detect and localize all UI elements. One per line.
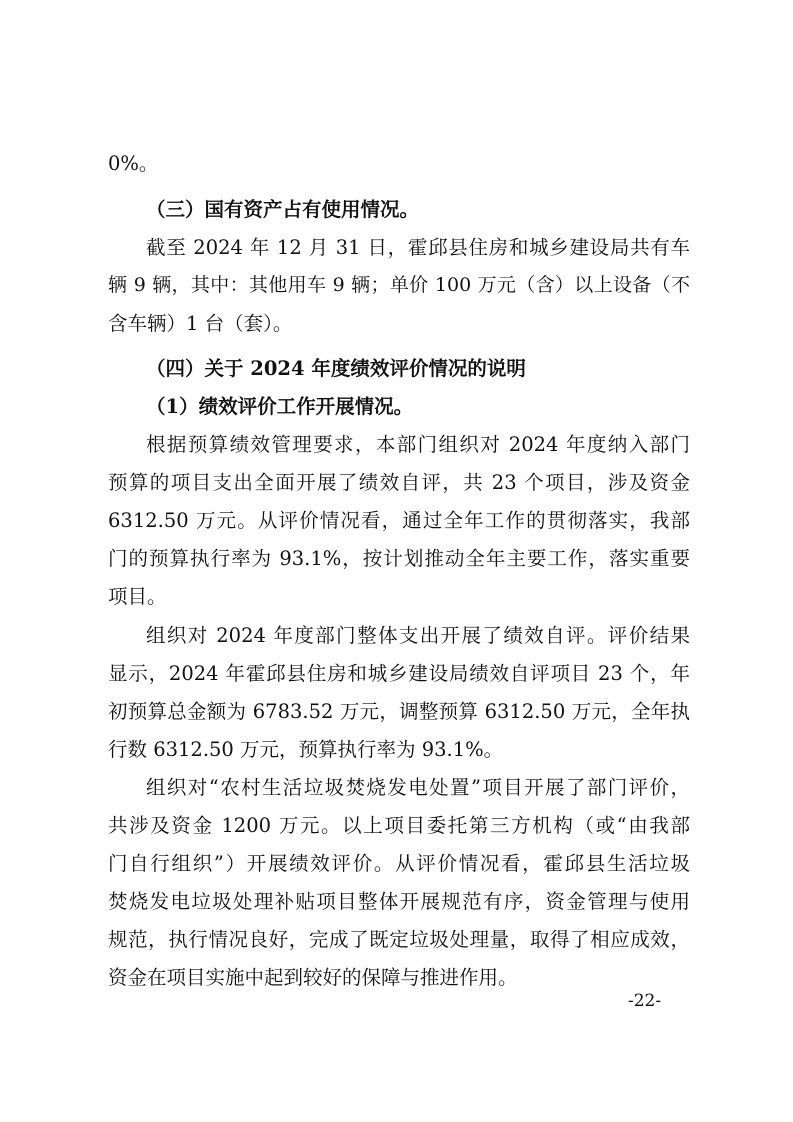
- para1-line: 6312.50 万元。从评价情况看，通过全年工作的贯彻落实，我部: [108, 509, 690, 532]
- continuation-text: 0%。: [108, 152, 159, 175]
- para3-line: 共涉及资金 1200 万元。以上项目委托第三方机构（或“由我部: [108, 814, 690, 837]
- para1-line: 预算的项目支出全面开展了绩效自评，共 23 个项目，涉及资金: [108, 471, 690, 494]
- para3-line: 规范，执行情况良好，完成了既定垃圾处理量，取得了相应成效，: [108, 928, 690, 951]
- para2-line: 显示，2024 年霍邱县住房和城乡建设局绩效自评项目 23 个，年: [108, 662, 690, 685]
- para1-line: 项目。: [108, 585, 167, 608]
- para2-line: 初预算总金额为 6783.52 万元，调整预算 6312.50 万元，全年执: [108, 700, 690, 723]
- para3-line: 组织对“农村生活垃圾焚烧发电处置”项目开展了部门评价，: [146, 776, 690, 799]
- section3-heading: （三）国有资产占有使用情况。: [146, 198, 420, 221]
- page-number: -22-: [628, 991, 662, 1011]
- para1-line: 门的预算执行率为 93.1%，按计划推动全年主要工作，落实重要: [108, 547, 690, 570]
- section3-line: 截至 2024 年 12 月 31 日，霍邱县住房和城乡建设局共有车: [146, 236, 690, 259]
- para2-line: 行数 6312.50 万元，预算执行率为 93.1%。: [108, 738, 504, 761]
- para3-line: 焚烧发电垃圾处理补贴项目整体开展规范有序，资金管理与使用: [108, 890, 690, 913]
- section4-subheading: （1）绩效评价工作开展情况。: [146, 395, 414, 418]
- para2-line: 组织对 2024 年度部门整体支出开展了绩效自评。评价结果: [146, 624, 690, 647]
- section4-heading: （四）关于 2024 年度绩效评价情况的说明: [146, 357, 526, 380]
- section3-line: 辆 9 辆，其中：其他用车 9 辆；单价 100 万元（含）以上设备（不: [108, 274, 690, 296]
- para3-line: 资金在项目实施中起到较好的保障与推进作用。: [108, 966, 518, 989]
- para3-line: 门自行组织”）开展绩效评价。从评价情况看，霍邱县生活垃圾: [108, 852, 690, 875]
- section3-line: 含车辆）1 台（套）。: [108, 312, 293, 335]
- para1-line: 根据预算绩效管理要求，本部门组织对 2024 年度纳入部门: [146, 433, 690, 456]
